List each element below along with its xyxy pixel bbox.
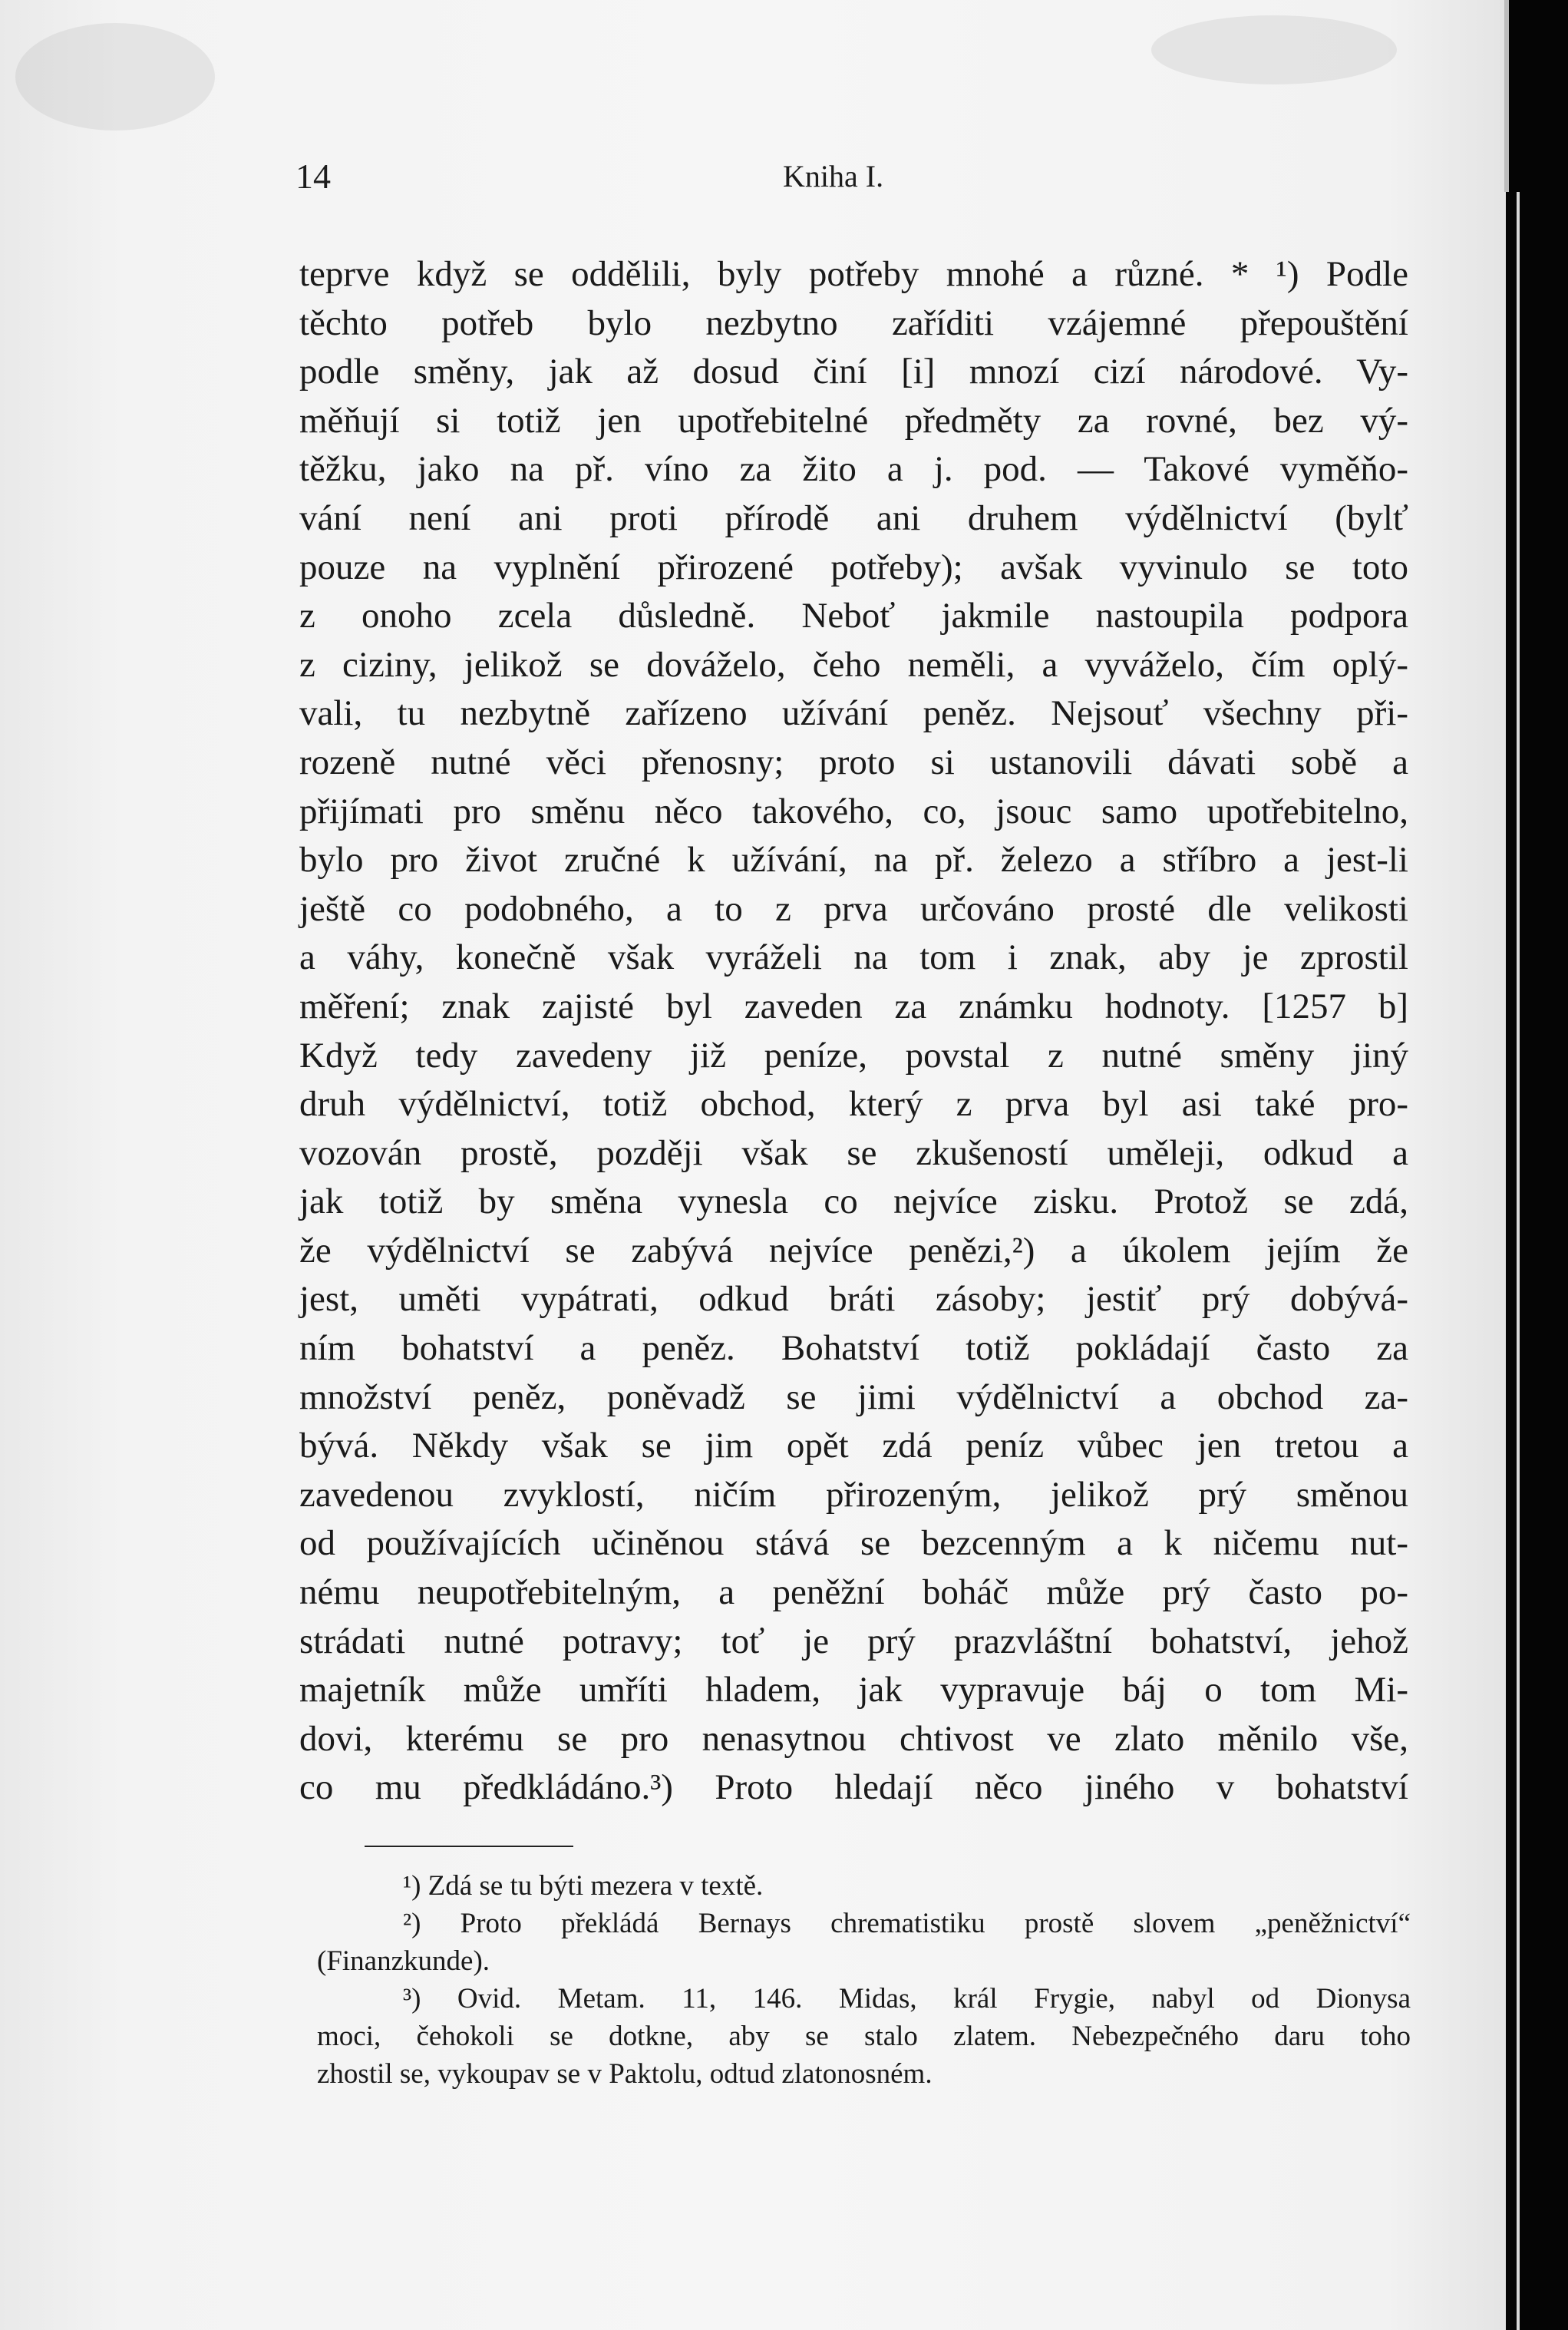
text-line: dovi, kterému se pro nenasytnou chtivost ve zlato měnilo vše, (299, 1718, 1408, 1759)
text-line: bylo pro život zručné k užívání, na př. železo a stříbro a jest-li (299, 840, 1408, 881)
text-line: druh výdělnictví, totiž obchod, který z prva byl asi také pro- (299, 1084, 1408, 1125)
text-line: vozován prostě, později však se zkušeností uměleji, odkud a (299, 1132, 1408, 1173)
text-line: nému neupotřebitelným, a peněžní boháč může prý často po- (299, 1572, 1408, 1613)
body-text (299, 250, 1408, 1813)
text-line: majetník může umříti hladem, jak vypravuje báj o tom Mi- (299, 1670, 1408, 1710)
text-line: od používajících učiněnou stává se bezcenným a k ničemu nut- (299, 1523, 1408, 1564)
text-line: přijímati pro směnu něco takového, co, jsouc samo upotřebitelno, (299, 791, 1408, 831)
paper-smudge (15, 23, 215, 131)
page-header (295, 154, 1401, 200)
text-line: podle směny, jak až dosud činí [i] mnozí cizí národové. Vy- (299, 352, 1408, 392)
paper-smudge (1151, 15, 1397, 84)
footnote-line: ²) Proto překládá Bernays chrematistiku prostě slovem „peněžnictví“ (403, 1908, 1411, 1939)
text-line: jest, uměti vypátrati, odkud bráti zásoby; jestiť prý dobývá- (299, 1279, 1408, 1320)
running-head: Kniha I. (783, 159, 884, 193)
text-line: bývá. Někdy však se jim opět zdá peníz vůbec jen tretou a (299, 1426, 1408, 1466)
page-fold-shadow (1504, 0, 1509, 192)
text-line: ním bohatství a peněz. Bohatství totiž pokládají často za (299, 1328, 1408, 1369)
text-line: a váhy, konečně však vyráželi na tom i znak, aby je zprostil (299, 937, 1408, 978)
text-line: že výdělnictví se zabývá nejvíce penězi,²) a úkolem jejím že (299, 1230, 1408, 1271)
text-line: teprve když se oddělili, byly potřeby mnohé a různé. * ¹) Podle (299, 254, 1408, 294)
text-line: jak totiž by směna vynesla co nejvíce zisku. Protož se zdá, (299, 1182, 1408, 1222)
text-line: vání není ani proti přírodě ani druhem výdělnictví (bylť (299, 497, 1408, 538)
footnote-line: ¹) Zdá se tu býti mezera v textě. (403, 1870, 764, 1902)
text-line: ještě co podobného, a to z prva určováno prosté dle velikosti (299, 888, 1408, 929)
text-line: z ciziny, jelikož se dováželo, čeho neměli, a vyváželo, čím oplý- (299, 644, 1408, 685)
footnote-divider (365, 1846, 573, 1847)
text-line: těžku, jako na př. víno za žito a j. pod. — Takové vyměňo- (299, 449, 1408, 490)
text-line: rozeně nutné věci přenosny; proto si ustanovili dávati sobě a (299, 742, 1408, 782)
text-line: co mu předkládáno.³) Proto hledají něco jiného v bohatství (299, 1767, 1408, 1808)
text-line: těchto potřeb bylo nezbytno zaříditi vzájemné přepouštění (299, 302, 1408, 343)
text-line: pouze na vyplnění přirozené potřeby); avšak vyvinulo se toto (299, 547, 1408, 587)
page-fold-line (1517, 192, 1520, 2330)
text-line: Když tedy zavedeny již peníze, povstal z nutné směny jiný (299, 1035, 1408, 1076)
text-line: vali, tu nezbytně zařízeno užívání peněz. Nejsouť všechny při- (299, 693, 1408, 734)
text-line: strádati nutné potravy; toť je prý prazvláštní bohatství, jehož (299, 1621, 1408, 1661)
text-line: měření; znak zajisté byl zaveden za známku hodnoty. [1257 b] (299, 986, 1408, 1026)
footnote-line: zhostil se, vykoupav se v Paktolu, odtud zlatonosném. (317, 2058, 933, 2090)
footnote-line: moci, čehokoli se dotkne, aby se stalo zlatem. Nebezpečného daru toho (317, 2021, 1411, 2052)
text-line: z onoho zcela důsledně. Neboť jakmile nastoupila podpora (299, 596, 1408, 636)
text-line: množství peněz, poněvadž se jimi výdělnictví a obchod za- (299, 1377, 1408, 1417)
scan-border (1506, 0, 1568, 2330)
footnote-line: ³) Ovid. Metam. 11, 146. Midas, král Frygie, nabyl od Dionysa (403, 1983, 1411, 2014)
text-line: zavedenou zvyklostí, ničím přirozeným, jelikož prý směnou (299, 1474, 1408, 1515)
footnotes (317, 1867, 1411, 2093)
page-number: 14 (295, 157, 331, 196)
text-line: měňují si totiž jen upotřebitelné předměty za rovné, bez vý- (299, 400, 1408, 441)
footnote-line: (Finanzkunde). (317, 1945, 490, 1977)
